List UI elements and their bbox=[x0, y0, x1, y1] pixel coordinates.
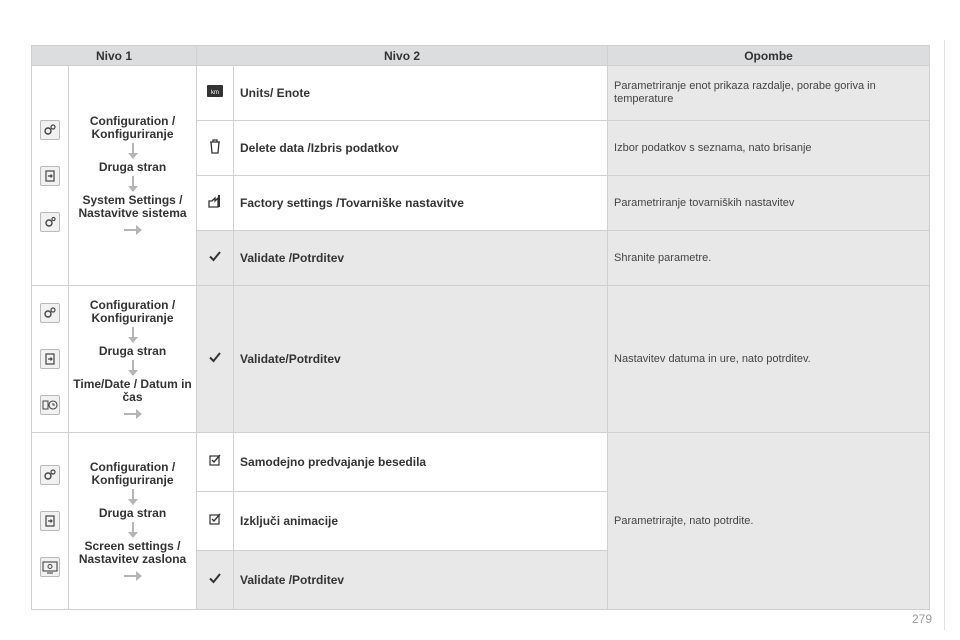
arrow-down-icon bbox=[73, 176, 192, 192]
units-note: Parametriranje enot prikaza razdalje, porabe goriva in temperature bbox=[608, 66, 930, 121]
path-step-screen-settings: Screen settings / Nastavitev zaslona bbox=[78, 538, 187, 566]
autoplay-text-label[interactable]: Samodejno predvajanje besedila bbox=[234, 433, 608, 492]
checkbox-icon-cell bbox=[197, 492, 234, 551]
validate-label[interactable]: Validate /Potrditev bbox=[234, 551, 608, 610]
factory-settings-note: Parametriranje tovarniških nastavitev bbox=[608, 176, 930, 231]
level1-path-cell bbox=[69, 66, 197, 286]
level1-icons-cell bbox=[32, 66, 69, 286]
gears-settings-icon[interactable] bbox=[40, 212, 60, 232]
arrow-right-icon bbox=[73, 224, 192, 236]
screen-settings-note: Parametrirajte, nato potrdite. bbox=[608, 433, 930, 610]
arrow-down-icon bbox=[73, 327, 192, 343]
level1-path-cell bbox=[69, 286, 197, 433]
checkmark-icon bbox=[208, 350, 222, 364]
validate-note: Shranite parametre. bbox=[608, 231, 930, 286]
arrow-down-icon bbox=[73, 489, 192, 505]
page-next-icon[interactable] bbox=[40, 511, 60, 531]
page-next-icon[interactable] bbox=[40, 349, 60, 369]
validate-label[interactable]: Validate/Potrditev bbox=[234, 286, 608, 433]
gear-menu-icon[interactable] bbox=[40, 465, 60, 485]
right-margin-rule bbox=[944, 40, 945, 630]
units-icon-cell bbox=[197, 66, 234, 121]
path-step-second-page: Druga stran bbox=[98, 160, 167, 174]
table-row bbox=[32, 433, 930, 492]
path-step-configuration: Configuration / Konfiguriranje bbox=[89, 114, 176, 141]
checkmark-icon-cell bbox=[197, 286, 234, 433]
checkmark-icon bbox=[208, 249, 222, 263]
path-step-configuration: Configuration / Konfiguriranje bbox=[89, 459, 176, 487]
arrow-right-icon bbox=[73, 408, 192, 420]
path-step-configuration: Configuration / Konfiguriranje bbox=[89, 297, 176, 325]
checkmark-icon-cell bbox=[197, 551, 234, 610]
units-label[interactable]: Units/ Enote bbox=[234, 66, 608, 121]
factory-reset-icon bbox=[207, 193, 223, 209]
clock-date-icon[interactable] bbox=[40, 395, 60, 415]
svg-text:km: km bbox=[211, 89, 220, 96]
header-notes: Opombe bbox=[608, 46, 930, 66]
path-step-system-settings: System Settings / Nastavitve sistema bbox=[78, 193, 187, 220]
delete-data-note: Izbor podatkov s seznama, nato brisanje bbox=[608, 121, 930, 176]
units-icon bbox=[206, 84, 224, 98]
level1-icons-cell bbox=[32, 433, 69, 610]
table-row bbox=[32, 66, 930, 121]
checkmark-icon bbox=[208, 571, 222, 585]
path-step-second-page: Druga stran bbox=[98, 505, 167, 520]
trash-icon bbox=[208, 138, 222, 154]
arrow-down-icon bbox=[73, 522, 192, 538]
table-header-row bbox=[32, 46, 930, 66]
factory-settings-label[interactable]: Factory settings /Tovarniške nastavitve bbox=[234, 176, 608, 231]
page-number: 279 bbox=[912, 612, 933, 626]
checkbox-icon-cell bbox=[197, 433, 234, 492]
gear-menu-icon[interactable] bbox=[40, 303, 60, 323]
factory-reset-icon-cell bbox=[197, 176, 234, 231]
path-step-time-date: Time/Date / Datum in čas bbox=[73, 376, 192, 404]
delete-data-label[interactable]: Delete data /Izbris podatkov bbox=[234, 121, 608, 176]
checkbox-icon bbox=[208, 453, 222, 467]
page-next-icon[interactable] bbox=[40, 166, 60, 186]
validate-label[interactable]: Validate /Potrditev bbox=[234, 231, 608, 286]
checkbox-icon bbox=[208, 512, 222, 526]
level1-path-cell bbox=[69, 433, 197, 610]
table-row bbox=[32, 286, 930, 433]
arrow-down-icon bbox=[73, 143, 192, 159]
disable-animations-label[interactable]: Izključi animacije bbox=[234, 492, 608, 551]
checkmark-icon-cell bbox=[197, 231, 234, 286]
settings-table bbox=[31, 45, 930, 610]
arrow-right-icon bbox=[73, 570, 192, 582]
time-date-note: Nastavitev datuma in ure, nato potrditev. bbox=[608, 286, 930, 433]
level1-icons-cell bbox=[32, 286, 69, 433]
trash-icon-cell bbox=[197, 121, 234, 176]
header-level-1: Nivo 1 bbox=[32, 46, 197, 66]
path-step-second-page: Druga stran bbox=[98, 343, 167, 358]
screen-settings-icon[interactable] bbox=[40, 557, 60, 577]
gear-menu-icon[interactable] bbox=[40, 120, 60, 140]
arrow-down-icon bbox=[73, 360, 192, 376]
header-level-2: Nivo 2 bbox=[197, 46, 608, 66]
